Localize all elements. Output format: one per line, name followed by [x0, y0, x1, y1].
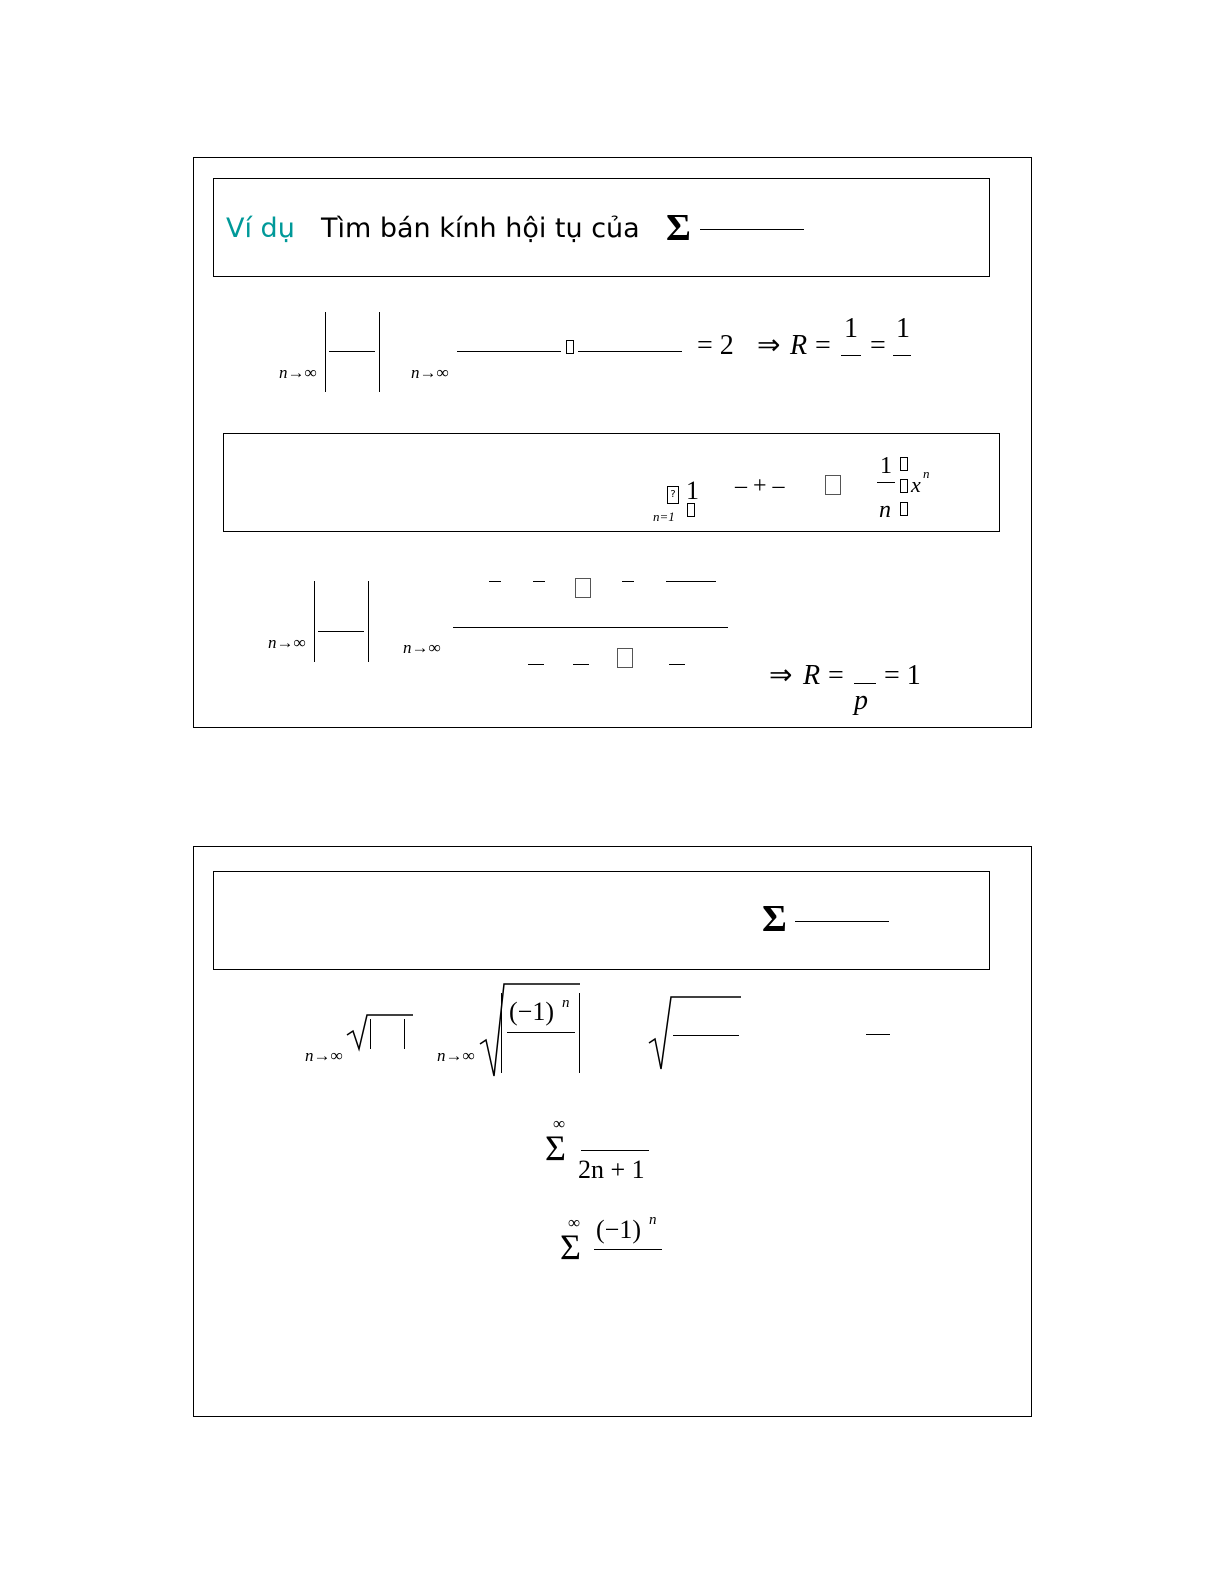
abs-bar-left [325, 312, 326, 392]
sum-upper-limit: ∞ [568, 1213, 581, 1232]
missing-glyph-box [825, 475, 841, 495]
limit-subscript: n→∞ [411, 363, 449, 382]
numerator-exponent: n [562, 995, 570, 1011]
short-dash [533, 581, 545, 582]
limit-subscript: n→∞ [437, 1046, 475, 1065]
slide-2 [193, 846, 1032, 1417]
fraction-bar [594, 1249, 662, 1250]
missing-glyph-box [617, 648, 633, 668]
missing-glyph-box: ? [667, 486, 679, 504]
short-dash [528, 664, 544, 665]
limit-subscript: n→∞ [279, 363, 317, 382]
sum-lower-index: n=1 [653, 509, 675, 524]
fraction-bar [507, 1032, 575, 1033]
missing-glyph-box [900, 502, 908, 516]
abs-bar-left [314, 581, 315, 662]
missing-glyph-box [575, 578, 591, 598]
example-text: Tìm bán kính hội tụ của [321, 213, 640, 244]
short-dash [866, 1034, 890, 1035]
fraction-denominator-p: p [854, 685, 868, 716]
fraction-bar [673, 1035, 739, 1036]
sigma-symbol: Σ [545, 1128, 566, 1168]
missing-glyph-box [900, 479, 908, 493]
fraction-bar [578, 351, 682, 352]
limit-subscript: n→∞ [305, 1046, 343, 1065]
slide-1 [193, 157, 1032, 728]
fraction-numerator: 1 [896, 313, 910, 344]
sigma-symbol: Σ [560, 1227, 581, 1267]
missing-glyph-box [900, 457, 908, 471]
fraction-numerator: (−1) [509, 997, 554, 1026]
equals-one: = 1 [884, 660, 921, 691]
implies-symbol: ⇒ [757, 330, 781, 361]
equals-sign: = [870, 330, 886, 361]
abs-bar-right [404, 1019, 405, 1049]
fraction-denominator: 2n + 1 [578, 1155, 645, 1184]
fraction-bar [666, 581, 716, 582]
implies-symbol: ⇒ [769, 660, 793, 691]
fraction-bar [893, 355, 911, 356]
short-dash [573, 664, 589, 665]
fraction-numerator: (−1) [596, 1215, 641, 1244]
radius-symbol: R [790, 330, 808, 361]
fraction-denominator: n [879, 497, 891, 523]
variable-x: x [911, 472, 921, 497]
abs-bar-right [579, 993, 580, 1073]
fraction-bar [318, 631, 364, 632]
fraction-bar [841, 355, 861, 356]
sigma-symbol: Σ [762, 898, 787, 940]
abs-bar-right [368, 581, 369, 662]
equals-two: = 2 [697, 330, 734, 361]
missing-glyph-box [566, 340, 574, 354]
numerator-exponent: n [649, 1212, 657, 1228]
short-dash [669, 664, 685, 665]
example-label: Ví dụ [226, 213, 295, 244]
example-title-box [213, 871, 990, 970]
fraction-bar [854, 683, 876, 684]
short-dash [489, 581, 501, 582]
abs-bar-left [501, 993, 502, 1073]
fraction-bar [329, 351, 375, 352]
sigma-symbol: Σ [666, 207, 691, 249]
radius-symbol: R [803, 660, 821, 691]
sign-pattern: – + – [735, 473, 785, 499]
limit-subscript: n→∞ [403, 638, 441, 657]
radical-sign [347, 1015, 417, 1055]
equals-sign: = [815, 330, 831, 361]
fraction-bar [700, 229, 804, 230]
main-fraction-bar [453, 627, 728, 628]
abs-bar-left [370, 1019, 371, 1049]
fraction-bar [877, 482, 895, 483]
abs-bar-right [379, 312, 380, 392]
short-dash [622, 581, 634, 582]
variable-x-exponent: n [923, 466, 930, 481]
term-one: 1 [686, 476, 699, 505]
sum-upper-limit: ∞ [553, 1114, 566, 1133]
limit-subscript: n→∞ [268, 633, 306, 652]
fraction-bar [457, 351, 561, 352]
fraction-bar [795, 921, 889, 922]
missing-glyph-box [687, 503, 695, 517]
fraction-numerator: 1 [844, 313, 858, 344]
equals-sign: = [828, 660, 844, 691]
fraction-bar [581, 1150, 649, 1151]
fraction-numerator: 1 [880, 453, 892, 479]
series-box [223, 433, 1000, 532]
example-title-box [213, 178, 990, 277]
